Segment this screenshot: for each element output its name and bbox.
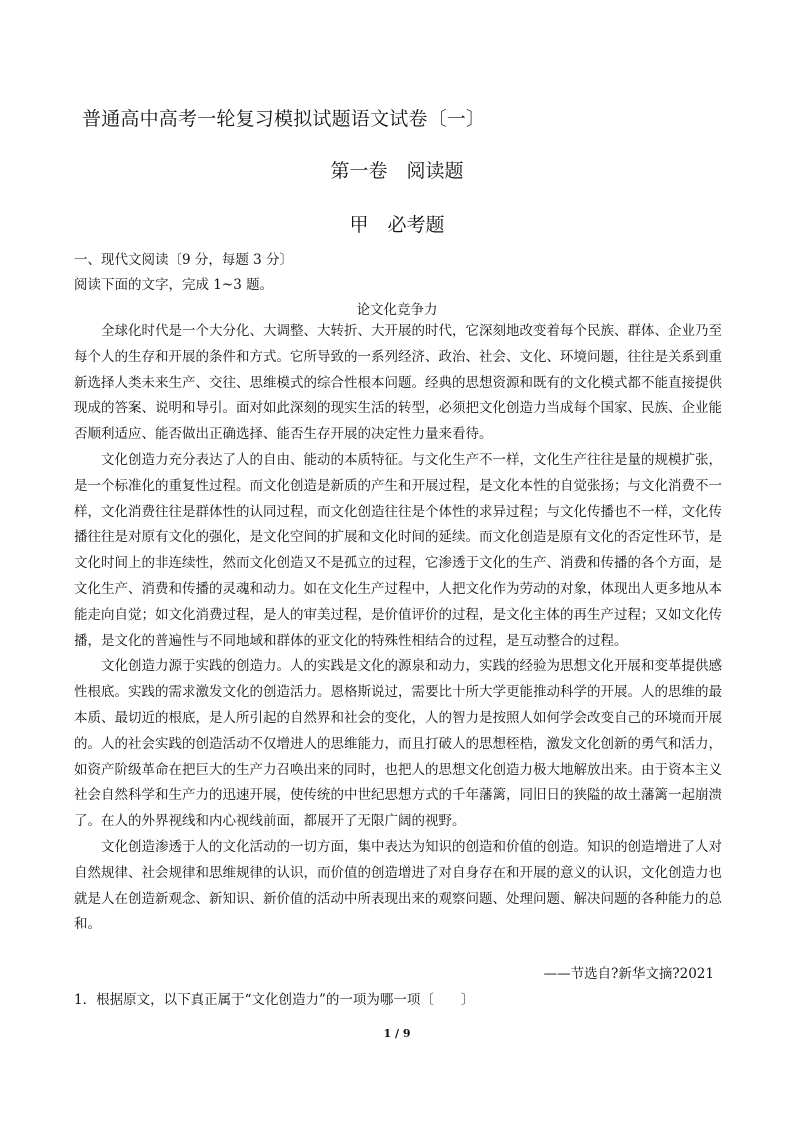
essay-paragraph: 文化创造力源于实践的创造力。人的实践是文化的源泉和动力，实践的经验为思想文化开展和变革提供感性根底。实践的需求激发文化的创造活力。恩格斯说过，需要比十所大学更能推动科学的开展。人的思维的最本质、最切近的根底，是人所引起的自然界和社会的变化，人的智力是按照人如何学会改变自己的环境而开展的。人的社会实践的创造活动不仅增进人的思维能力，而且打破人的思想桎梏，激发文化创新的勇气和活力，如资产阶级革命在把巨大的生产力召唤出来的同时，也把人的思想文化创造力极大地解放出来。由于资本主义社会自然科学和生产力的迅速开展，使传统的中世纪思想方式的千年藩篱，同旧日的狭隘的故土藩篱一起崩溃了。在人的外界视线和内心视线前面，都展开了无限广阔的视野。 [74, 658, 722, 830]
essay-paragraph: 文化创造力充分表达了人的自由、能动的本质特征。与文化生产不一样，文化生产往往是量的规模扩张，是一个标准化的重复性过程。而文化创造是新质的产生和开展过程，是文化本性的自觉张扬；与文化消费不一样，文化消费往往是群体性的认同过程，而文化创造往往是个体性的求异过程；与文化传播也不一样，文化传播往往是对原有文化的强化，是文化空间的扩展和文化时间的延续。而文化创造是原有文化的否定性环节，是文化时间上的非连续性，然而文化创造又不是孤立的过程，它渗透于文化的生产、消费和传播的各个方面，是文化生产、消费和传播的灵魂和动力。如在文化生产过程中，人把文化作为劳动的对象，体现出人更多地从本能走向自觉；如文化消费过程，是人的审美过程，是价值评价的过程，是文化主体的再生产过程；又如文化传播，是文化的普遍性与不同地域和群体的亚文化的特殊性相结合的过程，是互动整合的过程。 [74, 451, 722, 649]
volume-heading: 第一卷 阅读题 [330, 160, 464, 182]
section-heading: 甲 必考题 [349, 214, 445, 236]
essay-paragraph: 文化创造渗透于人的文化活动的一切方面，集中表达为知识的创造和价值的创造。知识的创造增进了人对自然规律、社会规律和思维规律的认识，而价值的创造增进了对自身存在和开展的意义的认识，文化创造力也就是人在创造新观念、新知识、新价值的活动中所表现出来的观察问题、处理问题、解决问题的各种能力的总和。 [74, 838, 722, 933]
essay-title: 论文化竞争力 [356, 302, 438, 318]
exam-title: 普通高中高考一轮复习模拟试题语文试卷〔一〕 [82, 108, 486, 130]
page-number: 1 / 9 [383, 1027, 411, 1040]
essay-body [74, 319, 722, 938]
question-1: 1．根据原文，以下真正属于“文化创造力”的一项为哪一项〔 〕 [74, 992, 475, 1008]
essay-paragraph: 全球化时代是一个大分化、大调整、大转折、大开展的时代，它深刻地改变着每个民族、群体、企业乃至每个人的生存和开展的条件和方式。它所导致的一系列经济、政治、社会、文化、环境问题，往往是关系到重新选择人类未来生产、交往、思维模式的综合性根本问题。经典的思想资源和既有的文化模式都不能直接提供现成的答案、说明和导引。面对如此深刻的现实生活的转型，必须把文化创造力当成每个国家、民族、企业能否顺利适应、能否做出正确选择、能否生存开展的决定性力量来看待。 [74, 323, 722, 443]
part-heading: 一、现代文阅读〔9 分，每题 3 分〕 [74, 252, 294, 268]
essay-source: ——节选自?新华文摘?2021 [543, 966, 714, 982]
reading-instruction: 阅读下面的文字，完成 1~3 题。 [74, 277, 274, 293]
